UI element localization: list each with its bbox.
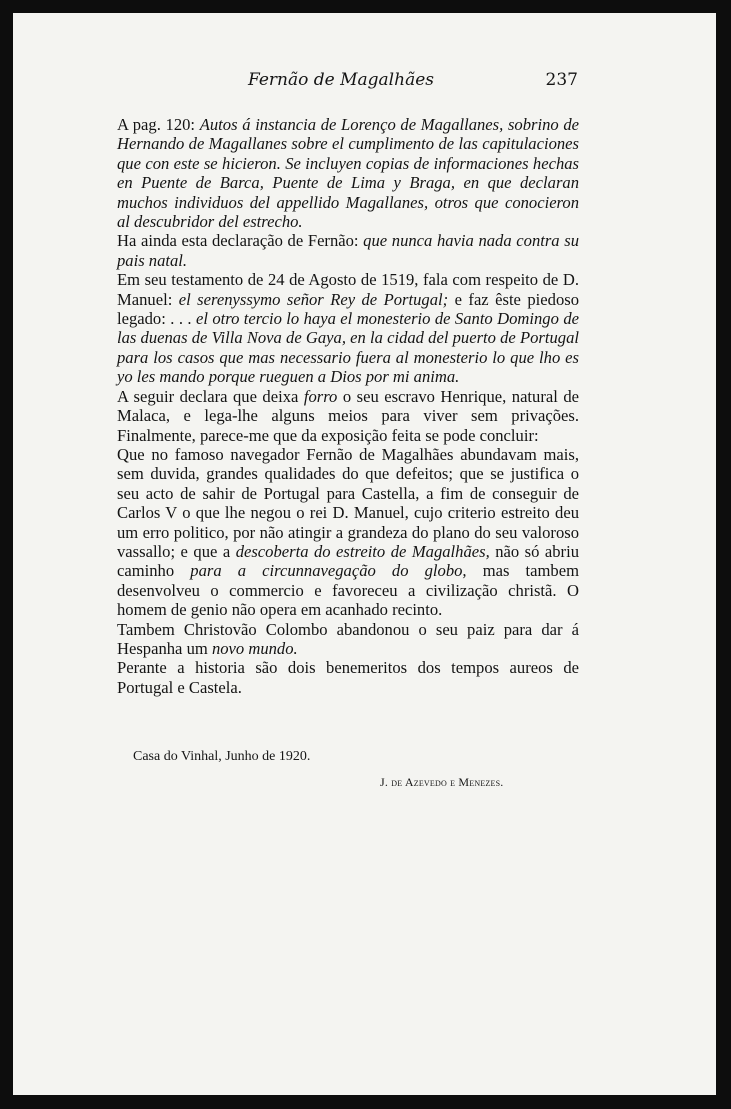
paragraph-2: [117, 231, 579, 270]
italic-text-run: que nunca havia nada contra su pais natal.: [117, 231, 579, 270]
italic-text-run: novo mundo.: [211, 638, 298, 658]
text-run: A seguir declara que deixa: [117, 386, 304, 406]
text-run: Em seu testamento de 24 de Agosto de 1519, fala com respeito de D. Manuel:: [117, 270, 579, 309]
running-title: Fernão de Magalhães: [248, 70, 434, 90]
paragraph-6: [117, 620, 579, 659]
author-signature: J. de Azevedo e Menezes.: [380, 775, 504, 789]
text-run: Perante a historia são dois benemeritos dos tempos aureos de Portugal e Castela.: [117, 658, 579, 697]
text-run: mas tambem desenvolveu o commercio e favoreceu a civilização christã. O homem de genio não opera em acanhado recinto.: [117, 561, 579, 620]
italic-text-run: Autos á instancia de Lorenço de Magallanes, sobrino de Hernando de Magallanes sobre el cumplimento de las capitulaciones que con este se hicieron. Se incluyen copias de informaciones hechas en Puente de Barca, Puente de Lima y Braga, en que declaran muchos individuos del appellido Magallanes, otros que conocieron al descubridor del estrecho.: [117, 115, 580, 232]
paragraph-1: [117, 115, 579, 231]
italic-text-run: forro: [303, 386, 338, 406]
text-run: o seu escravo Henrique, natural de Malaca, e lega-lhe alguns meios para viver sem privações. Finalmente, parece-me que da exposição feita se pode concluir:: [117, 386, 579, 445]
italic-text-run: para a circunnavegação do globo,: [190, 561, 467, 581]
paragraph-4: [117, 387, 579, 445]
paragraph-5: [117, 445, 579, 620]
page-number: 237: [545, 70, 578, 90]
paragraph-3: [117, 270, 579, 386]
text-run: e faz êste piedoso legado: . . .: [117, 289, 579, 329]
page-header: [248, 70, 578, 94]
dateline: Casa do Vinhal, Junho de 1920.: [133, 749, 311, 764]
italic-text-run: el otro tercio lo haya el monesterio de Santo Domingo de las duenas de Villa Nova de Gaya, en la cidad del puerto de Portugal para los casos que mas necessario fuera al monesterio lo que lho es yo les mando porque rueguen a Dios por mi anima.: [117, 309, 579, 387]
paragraph-7: [117, 658, 579, 697]
text-run: Tambem Christovão Colombo abandonou o seu paiz para dar á Hespanha um: [117, 619, 579, 658]
text-run: Ha ainda esta declaração de Fernão:: [117, 231, 364, 251]
text-run: Que no famoso navegador Fernão de Magalhães abundavam mais, sem duvida, grandes qualidades do que defeitos; que se justifica o seu acto de sahir de Portugal para Castella, a fim de conseguir de Carlos V o que lhe negou o rei D. Manuel, cujo criterio estreito deu um erro politico, por não atingir a grandeza do plano do seu valoroso vassallo; e que a: [117, 444, 579, 561]
text-run: não só abriu caminho: [117, 541, 579, 581]
text-run: A pag. 120:: [117, 115, 200, 134]
italic-text-run: el serenyssymo señor Rey de Portugal;: [178, 289, 449, 309]
body-text: [117, 115, 579, 697]
italic-text-run: descoberta do estreito de Magalhães,: [235, 541, 490, 561]
